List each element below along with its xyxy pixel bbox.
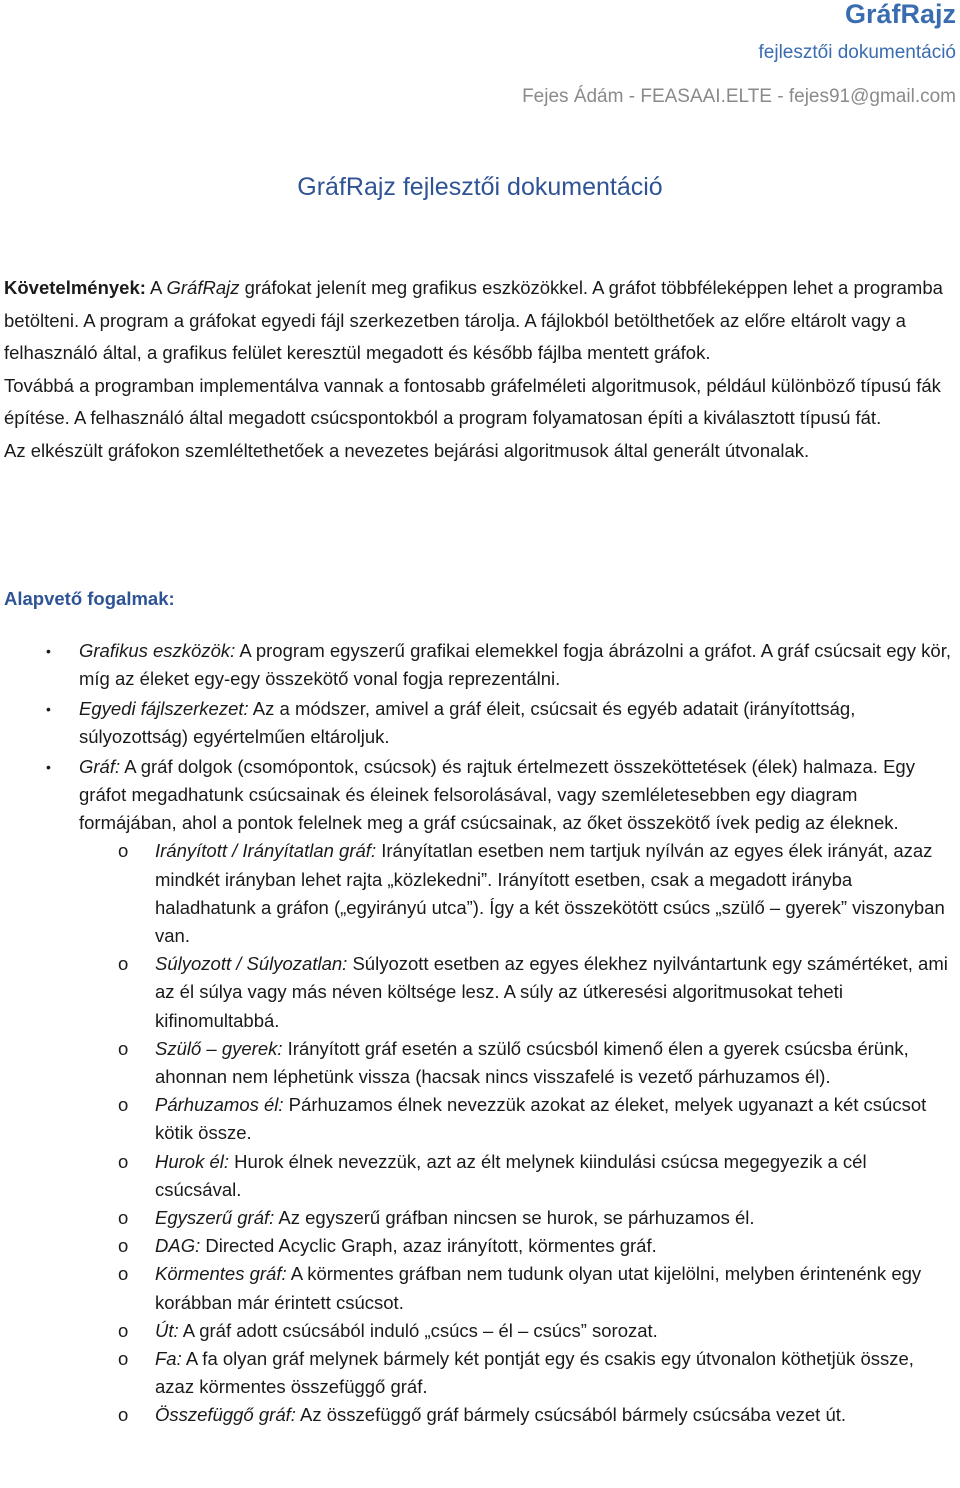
sub-concept-term: DAG: xyxy=(155,1235,201,1257)
sub-concept-definition: Directed Acyclic Graph, azaz irányított, körmentes gráf. xyxy=(200,1235,657,1257)
circle-bullet-icon: o xyxy=(118,953,129,975)
concepts-list xyxy=(0,637,956,1431)
circle-bullet-icon: o xyxy=(118,1263,129,1285)
sub-concept-term: Irányított / Irányítatlan gráf: xyxy=(155,840,377,862)
header-subtitle: fejlesztői dokumentáció xyxy=(758,42,956,63)
sub-concept-item xyxy=(0,1148,956,1204)
sub-concepts-list xyxy=(79,837,956,1429)
concept-definition: A gráf dolgok (csomópontok, csúcsok) és rajtuk értelmezett összeköttetések (élek) halmaza. Egy gráfot megadhatunk csúcsainak és éleinek felsorolásával, vagy szemléletesebben egy diagram formájában, ahol a pontok felelnek meg a gráf csúcsainak, az őket összekötő ívek pedig az éleknek. xyxy=(79,755,915,834)
sub-concept-definition: A fa olyan gráf melynek bármely két pontját egy és csakis egy útvonalon köthetjük össze, azaz körmentes összefüggő gráf. xyxy=(155,1348,914,1398)
circle-bullet-icon: o xyxy=(118,1094,129,1116)
document-title: GráfRajz fejlesztői dokumentáció xyxy=(297,173,663,201)
sub-concept-definition: Hurok élnek nevezzük, azt az élt melynek kiindulási csúcsa megegyezik a cél csúcsával. xyxy=(155,1150,867,1200)
concept-definition: Az a módszer, amivel a gráf éleit, csúcsait és egyéb adatait (irányítottság, súlyozottság) egyértelműen eltároljuk. xyxy=(79,697,856,748)
requirements-paragraph xyxy=(4,272,956,370)
document-header xyxy=(522,0,956,108)
sub-concept-definition: A gráf adott csúcsából induló „csúcs – él – csúcs” sorozat. xyxy=(178,1319,658,1341)
circle-bullet-icon: o xyxy=(118,1404,129,1426)
circle-bullet-icon: o xyxy=(118,1319,129,1341)
bullet-icon: • xyxy=(46,700,51,717)
bullet-icon: • xyxy=(46,643,51,659)
bullet-icon: • xyxy=(46,758,51,775)
circle-bullet-icon: o xyxy=(118,1150,129,1172)
circle-bullet-icon: o xyxy=(118,840,129,862)
sub-concept-term: Szülő – gyerek: xyxy=(155,1037,283,1059)
sub-concept-definition: Az összefüggő gráf bármely csúcsából bármely csúcsába vezet út. xyxy=(295,1404,847,1426)
sub-concept-definition: Irányított gráf esetén a szülő csúcsból kimenő élen a gyerek csúcsba érünk, ahonnan nem léphetünk vissza (hacsak nincs visszafelé is vezető párhuzamos él). xyxy=(155,1037,909,1088)
circle-bullet-icon: o xyxy=(118,1037,129,1059)
sub-concept-definition: Párhuzamos élnek nevezzük azokat az éleket, melyek ugyanazt a két csúcsot kötik össze. xyxy=(155,1094,927,1144)
requirements-section xyxy=(4,272,956,467)
sub-concept-definition: A körmentes gráfban nem tudunk olyan utat kijelölni, melyben érintenénk egy korábban már érintett csúcsot. xyxy=(155,1263,922,1313)
sub-concept-term: Hurok él: xyxy=(155,1150,230,1172)
app-name: GráfRajz xyxy=(166,277,240,298)
concept-item xyxy=(0,753,956,1430)
sub-concept-item xyxy=(0,950,956,1035)
sub-concept-item xyxy=(0,1232,956,1260)
circle-bullet-icon: o xyxy=(118,1348,129,1370)
concept-definition: A program egyszerű grafikai elemekkel fogja ábrázolni a gráfot. A gráf csúcsait egy kör, míg az éleket egy-egy összekötő vonal fogja reprezentálni. xyxy=(79,640,951,690)
circle-bullet-icon: o xyxy=(118,1235,129,1257)
sub-concept-item xyxy=(0,837,956,950)
concept-item xyxy=(0,695,956,751)
sub-concept-term: Párhuzamos él: xyxy=(155,1094,284,1116)
concept-term: Egyedi fájlszerkezet: xyxy=(79,697,249,719)
sub-concept-term: Körmentes gráf: xyxy=(155,1263,287,1285)
requirements-label: Követelmények: xyxy=(4,277,146,298)
sub-concept-item xyxy=(0,1260,956,1316)
sub-concept-item xyxy=(0,1091,956,1147)
sub-concept-item xyxy=(0,1035,956,1091)
sub-concept-definition: Irányítatlan esetben nem tartjuk nyílván az egyes élek irányát, azaz mindkét irányban lehet rajta „közlekedni”. Irányított esetben, csak a megadott irányba haladhatunk a gráfon („egyirányú utca”). Így a két összekötött csúcs „szülő – gyerek” viszonyban van. xyxy=(155,840,945,947)
concept-term: Gráf: xyxy=(79,755,121,777)
circle-bullet-icon: o xyxy=(118,1207,129,1229)
sub-concept-item xyxy=(0,1204,956,1232)
sub-concept-definition: Súlyozott esetben az egyes élekhez nyilvántartunk egy számértéket, ami az él súlya vagy más néven költsége lesz. A súly az útkeresési algoritmusokat teheti kifinomultabbá. xyxy=(155,953,948,1031)
sub-concept-item xyxy=(0,1345,956,1401)
sub-concept-term: Út: xyxy=(155,1319,179,1341)
author-line: Fejes Ádám - FEASAAI.ELTE - fejes91@gmail.com xyxy=(522,86,956,107)
requirements-text-b: gráfokat jelenít meg grafikus eszközökkel. A gráfot többféleképpen lehet a programba betölteni. A program a gráfokat egyedi fájl szerkezetben tárolja. A fájlokból betölthetőek az előre eltárolt vagy a felhasználó által, a grafikus felület keresztül megadott és később fájlba mentett gráfok. xyxy=(4,277,943,363)
sub-concept-term: Összefüggő gráf: xyxy=(155,1404,296,1426)
sub-concept-definition: Az egyszerű gráfban nincsen se hurok, se párhuzamos él. xyxy=(274,1207,755,1229)
traversal-paragraph: Az elkészült gráfokon szemléltethetőek a nevezetes bejárási algoritmusok által generált útvonalak. xyxy=(4,439,810,461)
app-title: GráfRajz xyxy=(844,0,956,29)
requirements-text-a: A xyxy=(145,277,167,298)
sub-concept-term: Fa: xyxy=(155,1348,182,1370)
sub-concept-item xyxy=(0,1401,956,1429)
sub-concept-item xyxy=(0,1317,956,1345)
sub-concept-term: Súlyozott / Súlyozatlan: xyxy=(155,953,348,975)
algorithms-paragraph: Továbbá a programban implementálva vannak a fontosabb gráfelméleti algoritmusok, például különböző típusú fák építése. A felhasználó által megadott csúcspontokból a program folyamatosan építi a kiválasztott típusú fát. xyxy=(4,374,941,428)
concept-term: Grafikus eszközök: xyxy=(79,640,236,661)
sub-concept-term: Egyszerű gráf: xyxy=(155,1207,275,1229)
concepts-heading: Alapvető fogalmak: xyxy=(4,588,175,609)
concept-item xyxy=(0,637,956,693)
